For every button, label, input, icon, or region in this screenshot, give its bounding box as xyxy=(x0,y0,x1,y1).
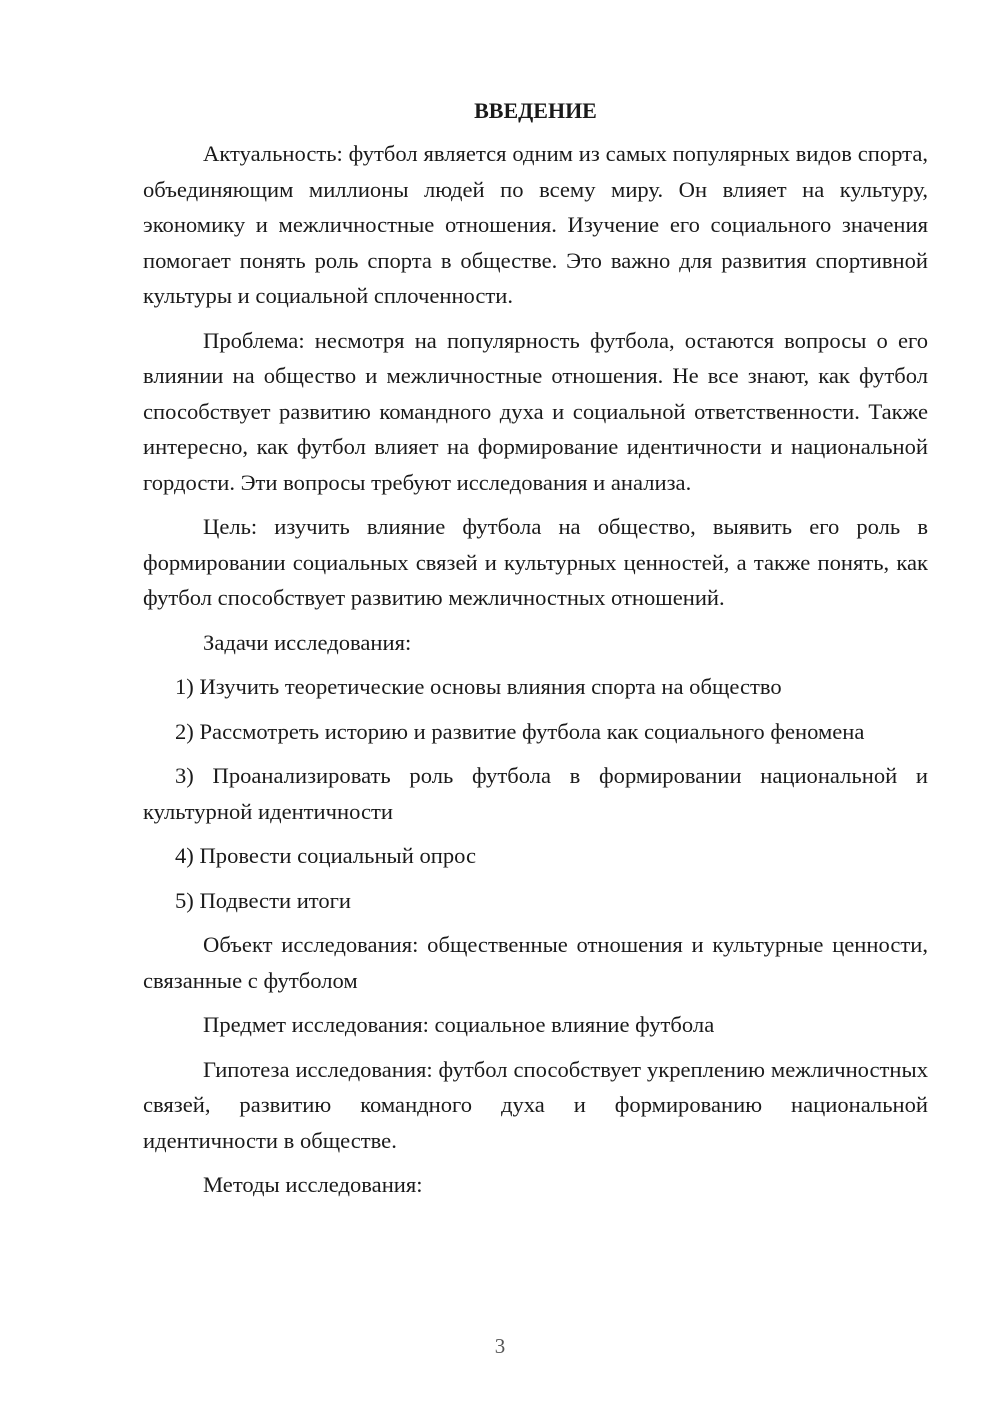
tasks-list xyxy=(143,669,928,918)
paragraph-subject: Предмет исследования: социальное влияние футбола xyxy=(203,1012,715,1037)
document-page xyxy=(143,94,928,1212)
task-item-5: 5) Подвести итоги xyxy=(175,887,352,913)
paragraph-relevance: Актуальность: футбол является одним из самых популярных видов спорта, объединяющим миллионы людей по всему миру. Он влияет на культуру, экономику и межличностные отношения. Изучение его социального значения помогает понять роль спорта в обществе. Это важно для развития спортивной культуры и социальной сплоченности. xyxy=(143,141,928,308)
page-number: 3 xyxy=(494,1334,506,1358)
task-item-3: 3) Проанализировать роль футбола в формировании национальной и культурной идентичности xyxy=(143,763,928,824)
methods-heading: Методы исследования: xyxy=(203,1172,423,1197)
task-item-1: 1) Изучить теоретические основы влияния спорта на общество xyxy=(175,674,782,699)
task-item-2: 2) Рассмотреть историю и развитие футбола как социального феномена xyxy=(175,718,865,744)
paragraph-hypothesis: Гипотеза исследования: футбол способствует укреплению межличностных связей, развитию командного духа и формированию национальной идентичности в обществе. xyxy=(143,1056,928,1153)
paragraph-problem: Проблема: несмотря на популярность футбола, остаются вопросы о его влиянии на общество и межличностные отношения. Не все знают, как футбол способствует развитию командного духа и социальной ответственности. Также интересно, как футбол влияет на формирование идентичности и национальной гордости. Эти вопросы требуют исследования и анализа. xyxy=(143,327,928,495)
tasks-heading: Задачи исследования: xyxy=(203,629,412,655)
paragraph-object: Объект исследования: общественные отношения и культурные ценности, связанные с футболом xyxy=(143,932,928,993)
page-title: ВВЕДЕНИЕ xyxy=(474,98,597,123)
paragraph-goal: Цель: изучить влияние футбола на общество, выявить его роль в формировании социальных связей и культурных ценностей, а также понять, как футбол способствует развитию межличностных отношений. xyxy=(143,514,928,610)
task-item-4: 4) Провести социальный опрос xyxy=(175,843,477,868)
